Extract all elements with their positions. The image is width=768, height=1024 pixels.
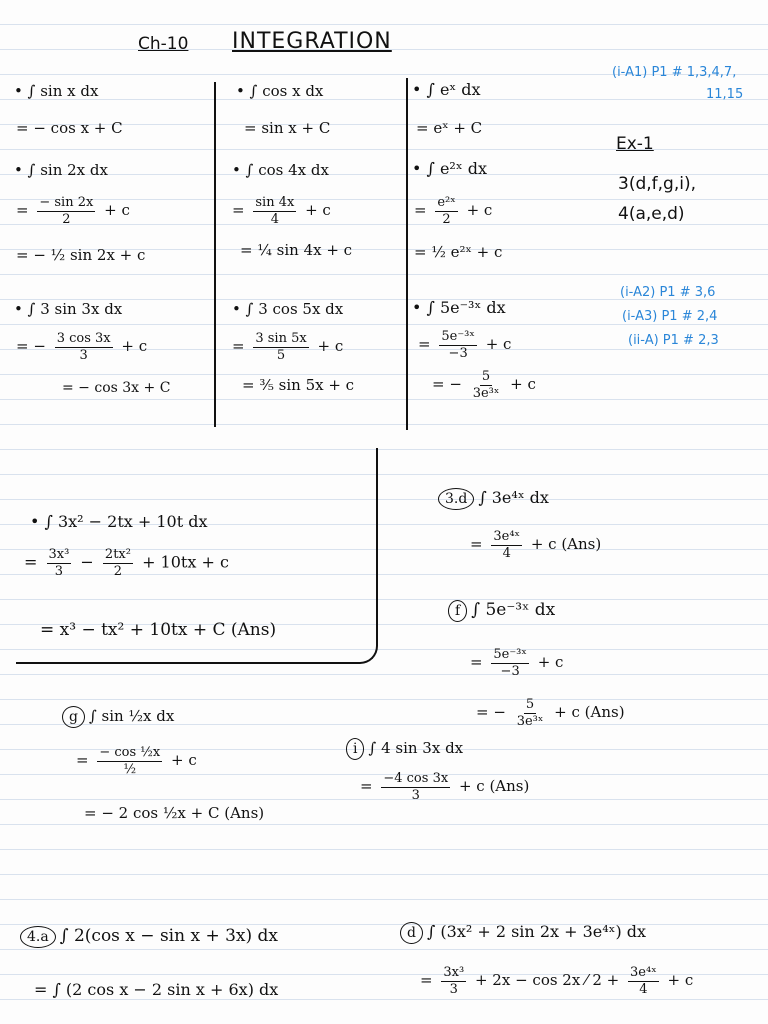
col2-l7-fraction: [253, 332, 308, 362]
boxed-line1: • ∫ 3x² − 2tx + 10t dx: [30, 512, 208, 531]
col3-line3: • ∫ e²ˣ dx: [412, 159, 487, 178]
problem-3d-fraction: [491, 530, 522, 560]
col2-l7-den: 5: [276, 347, 286, 363]
col2-line6: • ∫ 3 cos 5x dx: [232, 300, 344, 318]
exercise-title: Ex-1: [616, 134, 654, 154]
problem-g-post: + c: [171, 751, 197, 770]
col3-l8-post: + c: [510, 375, 536, 394]
col2-l4-fraction: [253, 196, 296, 226]
col2-line3: • ∫ cos 4x dx: [232, 161, 329, 179]
col3-line4: [414, 196, 492, 226]
col3-line1: • ∫ eˣ dx: [412, 80, 481, 99]
problem-i-eq: =: [360, 777, 373, 796]
col1-line5: = − ½ sin 2x + c: [16, 246, 146, 264]
problem-d-line1: [400, 922, 646, 944]
col2-l7-post: + c: [317, 337, 344, 356]
boxed-line2: [24, 548, 229, 578]
boxed-l2-post: + 10tx + c: [142, 552, 229, 572]
problem-g-label: g: [62, 706, 85, 728]
problem-3d-post: + c (Ans): [530, 535, 602, 554]
problem-3d-line2: [470, 530, 601, 560]
problem-i-label: i: [346, 738, 364, 760]
col1-line8: = − cos 3x + C: [62, 380, 171, 396]
problem-4a-line1: [20, 926, 278, 948]
col1-line7: [16, 332, 147, 362]
ref-a2: (i-A2) P1 # 3,6: [620, 285, 716, 300]
problem-f-eq2: = −: [476, 703, 506, 722]
boxed-l2-den1: 3: [54, 563, 64, 579]
problem-g-den: ½: [123, 761, 137, 777]
col2-line1: • ∫ cos x dx: [236, 82, 324, 100]
problem-f-line1: [448, 600, 555, 622]
problem-d-label: d: [400, 922, 423, 944]
problem-f-post2: + c (Ans): [554, 703, 625, 722]
problem-d-num1: 3x³: [443, 965, 465, 980]
problem-g-line2: [76, 746, 197, 776]
col2-l4-num: sin 4x: [255, 195, 295, 210]
problem-f-fraction2: [515, 698, 546, 728]
exercise-line2: 4(a,e,d): [618, 204, 685, 224]
col3-l8-eq: = −: [432, 375, 462, 394]
problem-i-fraction: [381, 772, 450, 802]
boxed-l2-eq: =: [24, 552, 38, 572]
column-divider-left: [214, 82, 216, 427]
problem-4a-integral: ∫ 2(cos x − sin x + 3x) dx: [59, 926, 279, 946]
col3-l7-fraction: [439, 330, 477, 360]
col3-l4-post: + c: [466, 201, 493, 220]
ref-a1: (i-A1) P1 # 1,3,4,7,: [612, 65, 737, 80]
problem-d-line2: [420, 966, 693, 996]
col1-l4-fraction: [37, 196, 95, 226]
problem-3d-label: 3.d: [438, 488, 474, 510]
col2-l7-num: 3 sin 5x: [255, 331, 307, 346]
problem-f-line3: [476, 698, 625, 728]
problem-d-mid: + 2x − cos 2x ⁄ 2 +: [474, 971, 620, 990]
col1-l4-den: 2: [62, 211, 71, 227]
col3-l8-num: 5: [481, 369, 491, 384]
problem-f-num2: 5: [525, 697, 535, 712]
problem-g-num: − cos ½x: [99, 745, 161, 760]
col3-l4-den: 2: [442, 211, 451, 227]
problem-f-den2: 3e³ˣ: [516, 713, 544, 729]
col1-line1: • ∫ sin x dx: [14, 82, 99, 100]
problem-3d-eq: =: [470, 535, 483, 554]
boxed-l2-den2: 2: [113, 563, 123, 579]
problem-g-line3: = − 2 cos ½x + C (Ans): [84, 804, 265, 822]
col3-l4-eq: =: [414, 201, 427, 220]
problem-i-den: 3: [411, 787, 420, 803]
problem-f-num: 5e⁻³ˣ: [493, 647, 527, 662]
col3-line2: = eˣ + C: [416, 119, 483, 137]
col1-l4-eq: =: [16, 201, 29, 220]
col2-line4: [232, 196, 331, 226]
problem-i-line1: [346, 738, 463, 760]
col1-l4-post: + c: [104, 201, 130, 220]
boxed-l2-frac1: [47, 548, 72, 578]
problem-f-label: f: [448, 600, 467, 622]
col1-l7-post: + c: [121, 337, 148, 356]
ref-ii-a: (ii-A) P1 # 2,3: [628, 333, 719, 348]
page-title: INTEGRATION: [232, 29, 392, 54]
col3-l7-post: + c: [485, 335, 512, 354]
boxed-l2-frac2: [103, 548, 133, 578]
col1-l7-den: 3: [79, 347, 88, 363]
problem-f-eq: =: [470, 653, 483, 672]
col1-line2: = − cos x + C: [16, 119, 123, 137]
col3-l7-den: −3: [448, 345, 468, 361]
col3-line8: [432, 370, 536, 400]
problem-d-frac1: [441, 966, 466, 996]
problem-4a-line2: = ∫ (2 cos x − 2 sin x + 6x) dx: [34, 980, 279, 999]
column-divider-right: [406, 78, 408, 430]
col3-line7: [418, 330, 511, 360]
problem-d-post: + c: [667, 971, 694, 990]
problem-i-integral: ∫ 4 sin 3x dx: [368, 739, 464, 757]
col3-line5: = ½ e²ˣ + c: [414, 243, 503, 261]
problem-g-eq: =: [76, 751, 89, 770]
col2-line7: [232, 332, 343, 362]
problem-4a-label: 4.a: [20, 926, 56, 948]
problem-d-den1: 3: [449, 981, 458, 997]
problem-g-fraction: [97, 746, 162, 776]
ref-a3: (i-A3) P1 # 2,4: [622, 309, 718, 324]
problem-f-integral: ∫ 5e⁻³ˣ dx: [471, 600, 556, 620]
problem-f-fraction: [491, 648, 529, 678]
col1-line3: • ∫ sin 2x dx: [14, 161, 108, 179]
chapter-label: Ch-10: [138, 34, 189, 54]
problem-g-integral: ∫ sin ½x dx: [88, 707, 175, 725]
problem-i-post: + c (Ans): [458, 777, 530, 796]
problem-f-post: + c: [537, 653, 564, 672]
problem-g-line1: [62, 706, 174, 728]
problem-d-den2: 4: [639, 981, 648, 997]
problem-3d-num: 3e⁴ˣ: [493, 529, 521, 544]
col2-line5: = ¼ sin 4x + c: [240, 241, 353, 259]
col2-l4-den: 4: [270, 211, 279, 227]
col1-l7-fraction: [55, 332, 113, 362]
col2-line2: = sin x + C: [244, 119, 331, 137]
problem-d-eq: =: [420, 971, 433, 990]
col3-l7-num: 5e⁻³ˣ: [441, 329, 475, 344]
col2-line8: = ⅗ sin 5x + c: [242, 376, 355, 394]
ref-a1-cont: 11,15: [706, 87, 744, 102]
problem-3d-den: 4: [502, 545, 511, 561]
col1-l4-num: − sin 2x: [39, 195, 94, 210]
problem-d-integral: ∫ (3x² + 2 sin 2x + 3e⁴ˣ) dx: [426, 922, 647, 941]
problem-f-line2: [470, 648, 563, 678]
col2-l4-post: + c: [305, 201, 331, 220]
problem-f-den: −3: [500, 663, 520, 679]
problem-d-num2: 3e⁴ˣ: [630, 965, 657, 980]
col3-line6: • ∫ 5e⁻³ˣ dx: [412, 298, 506, 317]
problem-3d-integral: ∫ 3e⁴ˣ dx: [478, 488, 549, 507]
col3-l7-eq: =: [418, 335, 431, 354]
boxed-l2-minus: −: [80, 552, 94, 572]
col1-line6: • ∫ 3 sin 3x dx: [14, 300, 123, 318]
col2-l4-eq: =: [232, 201, 245, 220]
problem-3d-line1: [438, 488, 549, 510]
col2-l7-eq: =: [232, 337, 245, 356]
col1-line4: [16, 196, 130, 226]
col3-l8-fraction: [471, 370, 502, 400]
problem-i-line2: [360, 772, 529, 802]
col1-l7-num: 3 cos 3x: [56, 331, 111, 346]
problem-d-frac2: [628, 966, 659, 996]
boxed-l2-num2: 2tx²: [104, 547, 131, 562]
boxed-line3: = x³ − tx² + 10tx + C (Ans): [40, 620, 277, 640]
col3-l4-fraction: [435, 196, 457, 226]
problem-i-num: −4 cos 3x: [383, 771, 449, 786]
col3-l4-num: e²ˣ: [437, 195, 456, 210]
col3-l8-den: 3e³ˣ: [472, 385, 500, 401]
col1-l7-eq: = −: [16, 337, 46, 356]
exercise-line1: 3(d,f,g,i),: [618, 174, 696, 194]
boxed-l2-num1: 3x³: [48, 547, 70, 562]
